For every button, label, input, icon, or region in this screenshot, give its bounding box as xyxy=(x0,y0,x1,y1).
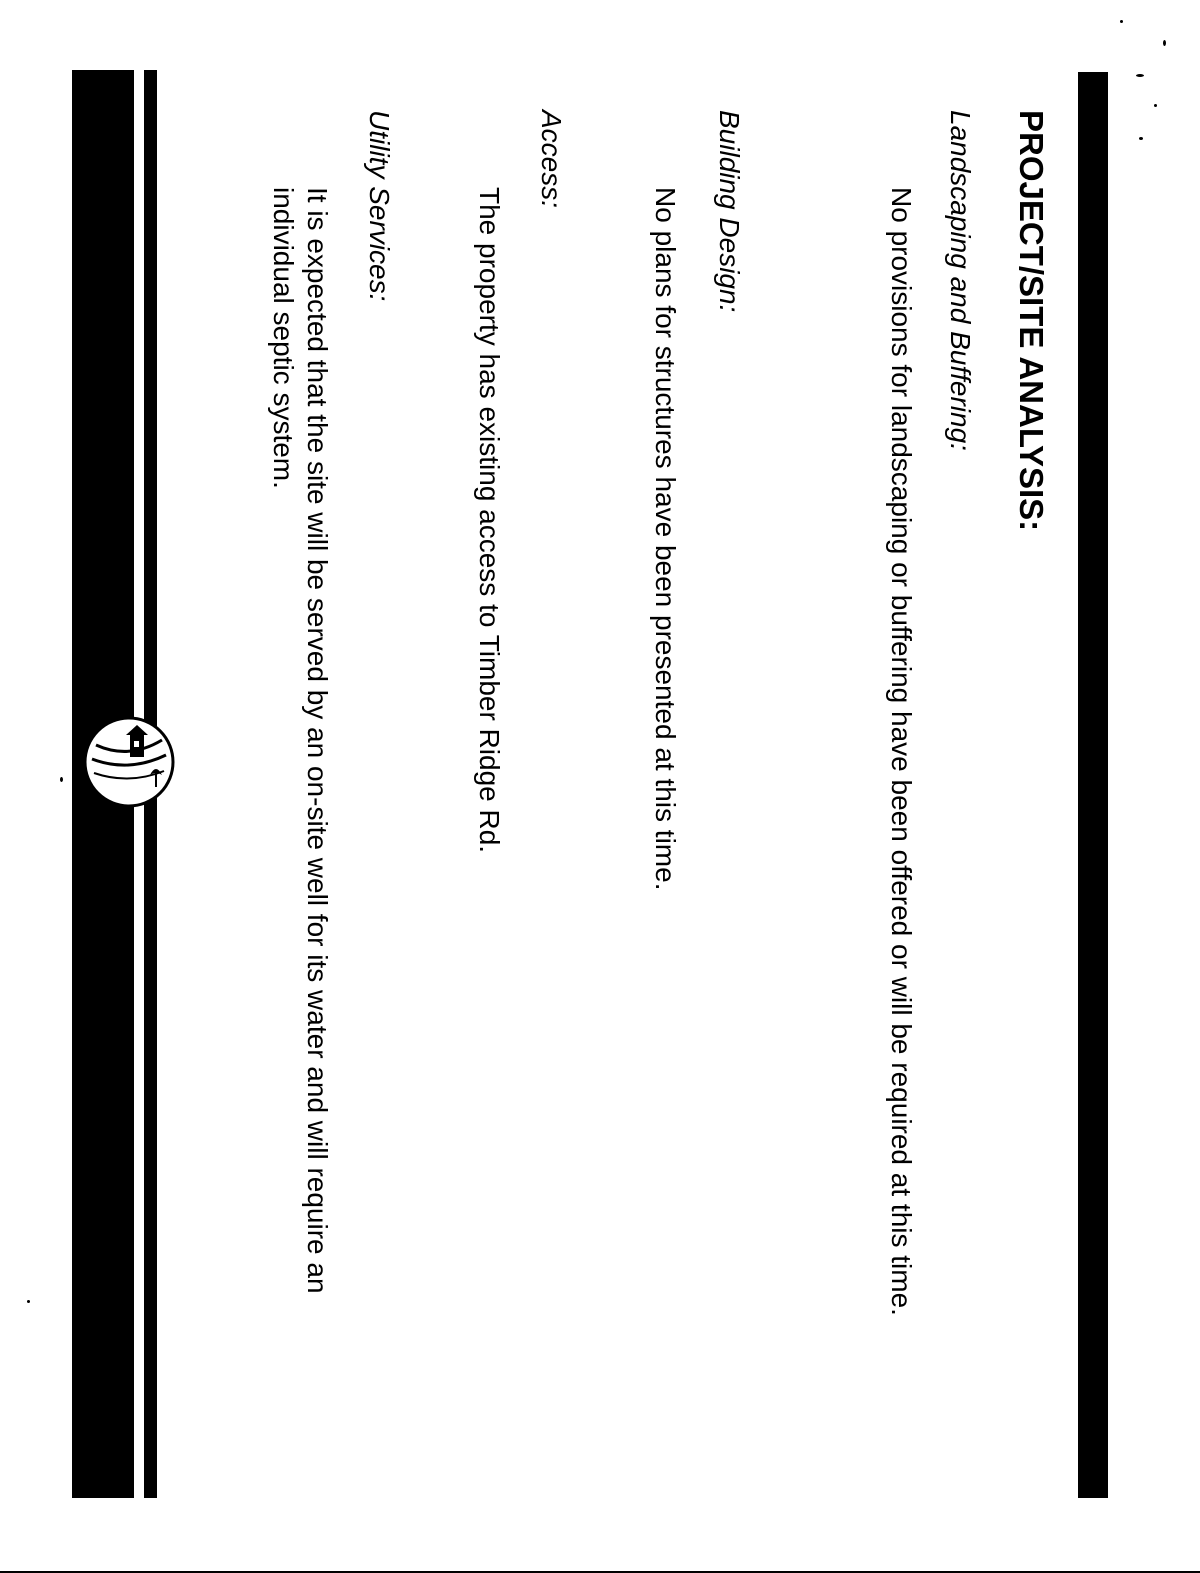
scan-speck xyxy=(27,1300,30,1303)
heading-access: Access: xyxy=(536,110,567,209)
body-building-design: No plans for structures have been presented at this time. xyxy=(650,187,681,891)
body-access: The property has existing access to Timber Ridge Rd. xyxy=(474,187,505,854)
heading-landscaping: Landscaping and Buffering: xyxy=(945,110,976,451)
heading-utility-services: Utility Services: xyxy=(364,110,395,302)
slide-title: PROJECT/SITE ANALYSIS: xyxy=(1013,110,1050,532)
scan-speck xyxy=(1163,40,1166,46)
heading-building-design: Building Design: xyxy=(714,110,745,313)
house-in-circle-logo-icon xyxy=(82,715,176,809)
scan-speck xyxy=(1154,104,1157,107)
scan-speck xyxy=(60,777,63,782)
body-landscaping: No provisions for landscaping or buffering have been offered or will be required at this time. xyxy=(886,187,917,1316)
scan-speck xyxy=(1120,20,1123,23)
slide-top-bar xyxy=(1078,72,1108,1498)
body-utility-services: It is expected that the site will be served by an on-site well for its water and will require an individual septic system. xyxy=(268,187,333,1294)
rotated-slide xyxy=(200,110,1050,1490)
scan-speck xyxy=(1139,137,1143,140)
scan-speck xyxy=(1136,74,1144,77)
